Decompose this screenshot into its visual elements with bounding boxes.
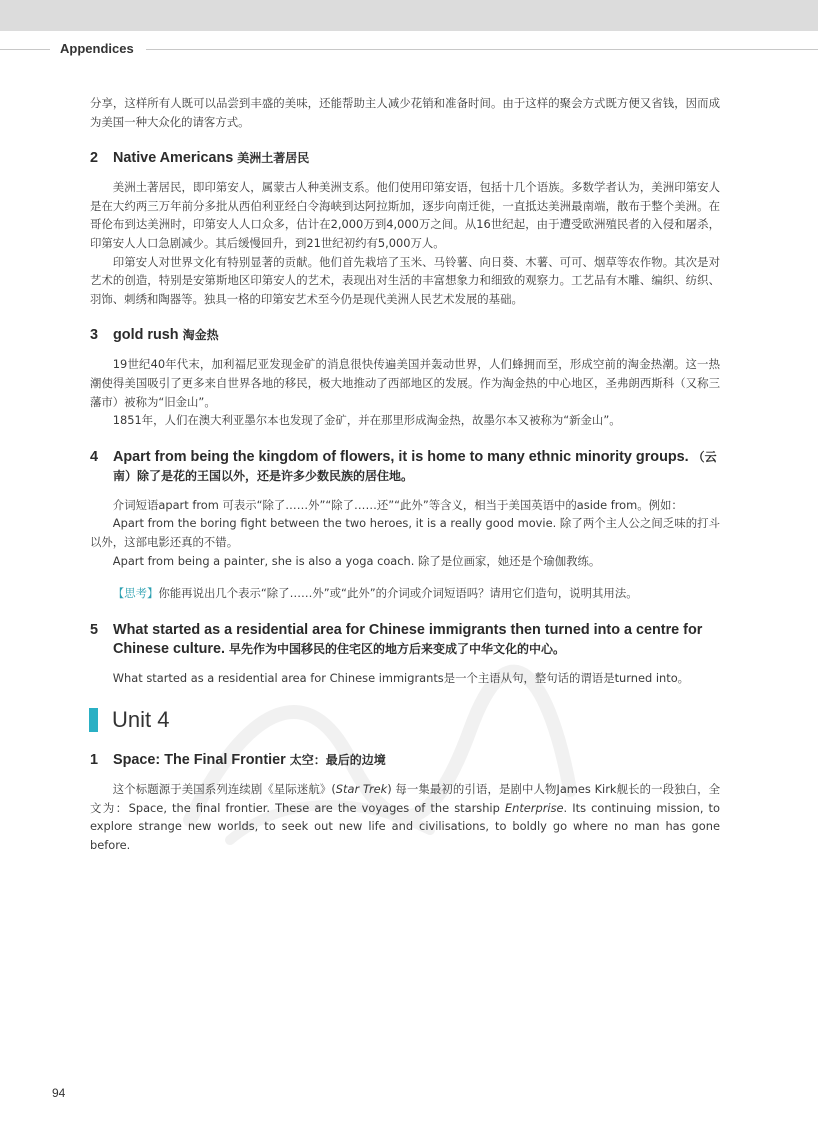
heading-native-americans <box>90 149 720 168</box>
example-sentence: Apart from being a painter, she is also a yoga coach. 除了是位画家，她还是个瑜伽教练。 <box>112 553 601 568</box>
heading-space-frontier <box>90 751 720 770</box>
heading-english: Apart from being the kingdom of flowers, it is home to many ethnic minority groups. <box>113 448 689 465</box>
running-header: Appendices <box>60 41 134 56</box>
page-number: 94 <box>52 1086 66 1100</box>
heading-english: gold rush <box>113 327 179 344</box>
header-rule <box>146 49 818 50</box>
heading-number: 4 <box>90 448 99 465</box>
heading-apart-from <box>90 448 720 486</box>
italic-title: Enterprise <box>504 800 564 815</box>
heading-chinatown <box>90 621 720 659</box>
think-prompt <box>90 584 720 603</box>
paragraph: 19世纪40年代末，加利福尼亚发现金矿的消息很快传遍美国并轰动世界，人们蜂拥而至，形成空前的淘金热潮。这一热潮使得美国吸引了更多来自世界各地的移民，极大地推动了西部地区的发展。作为淘金热的中心地区，圣弗朗西斯科（又称三藩市）被称为“旧金山”。 <box>90 357 720 409</box>
paragraph: 美洲土著居民，即印第安人，属蒙古人种美洲支系。他们使用印第安语，包括十几个语族。多数学者认为，美洲印第安人是在大约两三万年前分多批从西伯利亚经白令海峡到达阿拉斯加，逐步向南迁徙，一直抵达美洲最南端，散布于整个美洲。在哥伦布到达美洲时，印第安人人口众多，估计在2,000万到4,000万之间。从16世纪起，由于遭受欧洲殖民者的入侵和屠杀，印第安人人口急剧减少。其后缓慢回升，到21世纪初约有5,000万人。 <box>90 180 720 250</box>
unit-title: Unit 4 <box>112 707 170 733</box>
example-sentence: Apart from the boring fight between the two heroes, it is a really good movie. 除了两个主人公之间乏味的打斗以外，这部电影还真的不错。 <box>90 516 720 549</box>
heading-number: 5 <box>90 621 99 638</box>
text-run: . Its continuing mission, to explore strange new worlds, to seek out new life and civilisations, to boldly go where no man has gone before. <box>90 800 720 853</box>
unit-heading <box>89 707 720 733</box>
heading-english: Space: The Final Frontier <box>113 752 286 769</box>
heading-english: What started as a residential area for Chinese immigrants then turned into a centre for Chinese culture. <box>113 621 703 657</box>
heading-number: 3 <box>90 327 99 344</box>
paragraph: 1851年，人们在澳大利亚墨尔本也发现了金矿，并在那里形成淘金热，故墨尔本又被称为“新金山”。 <box>112 413 621 428</box>
text-run: ) 每一集最初的引语，是剧中人物James Kirk舰长的一段独白，全文为：Space, the final frontier. These are the voyages of the starship <box>90 782 720 815</box>
heading-number: 1 <box>90 752 99 769</box>
heading-number: 2 <box>90 150 99 167</box>
unit-accent-bar <box>89 708 98 732</box>
heading-gold-rush <box>90 326 720 345</box>
text-run: 这个标题源于美国系列连续剧《星际迷航》( <box>112 782 336 797</box>
think-text: 你能再说出几个表示“除了……外”或“此外”的介词或介词短语吗？请用它们造句，说明其用法。 <box>158 586 638 601</box>
heading-chinese: （云南）除了是花的王国以外，还是许多少数民族的居住地。 <box>113 449 717 483</box>
paragraph: 印第安人对世界文化有特别显著的贡献。他们首先栽培了玉米、马铃薯、向日葵、木薯、可可、烟草等农作物。其次是对艺术的创造，特别是安第斯地区印第安人的艺术，表现出对生活的丰富想象力和细致的观察力。工艺品有木雕、编织、纺织、羽饰、刺绣和陶器等。独具一格的印第安艺术至今仍是现代美洲人民艺术发展的基础。 <box>90 254 720 306</box>
header-rule-left <box>0 49 50 50</box>
heading-chinese: 早先作为中国移民的住宅区的地方后来变成了中华文化的中心。 <box>228 641 565 656</box>
heading-english: Native Americans <box>113 150 234 167</box>
italic-title: Star Trek <box>335 782 388 797</box>
top-band <box>0 0 818 31</box>
paragraph: What started as a residential area for Chinese immigrants是一个主语从句，整句话的谓语是turned into。 <box>112 670 690 685</box>
paragraph <box>90 780 720 854</box>
heading-chinese: 淘金热 <box>182 328 219 343</box>
page-content <box>90 94 720 855</box>
heading-chinese: 美洲土著居民 <box>237 151 310 166</box>
heading-chinese: 太空：最后的边境 <box>289 753 386 768</box>
think-tag: 【思考】 <box>112 586 159 601</box>
intro-paragraph: 分享，这样所有人既可以品尝到丰盛的美味，还能帮助主人减少花销和准备时间。由于这样的聚会方式既方便又省钱，因而成为美国一种大众化的请客方式。 <box>90 96 720 129</box>
paragraph: 介词短语apart from 可表示“除了……外”“除了……还”“此外”等含义，相当于美国英语中的aside from。例如： <box>112 497 683 512</box>
